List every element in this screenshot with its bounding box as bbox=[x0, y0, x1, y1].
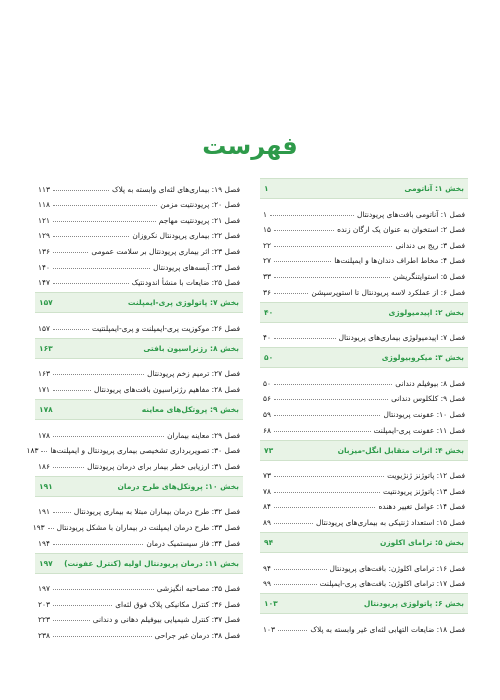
section-heading bbox=[260, 347, 468, 368]
chapter-page-number: ۹۴ bbox=[263, 563, 271, 573]
chapter-title: فصل ۲۰: پریودنتیت مزمن bbox=[160, 200, 240, 210]
chapter-page-number: ۴۰ bbox=[263, 333, 271, 343]
chapter-title: فصل ۱۵: استعداد ژنتیکی به بیماری‌های پریودنتال bbox=[315, 517, 465, 527]
chapter-page-number: ۷۳ bbox=[263, 471, 271, 481]
dot-leader bbox=[274, 399, 388, 400]
dot-leader bbox=[41, 451, 47, 452]
chapter-page-number: ۲۲ bbox=[263, 240, 271, 250]
chapter-title: فصل ۳۷: کنترل شیمیایی بیوفیلم دهانی و دندانی bbox=[92, 615, 240, 625]
chapter-title: فصل ۲۳: اثر بیماری پریودنتال بر سلامت عمومی bbox=[91, 246, 240, 256]
toc-entry[interactable] bbox=[35, 209, 243, 225]
chapter-title: فصل ۳: ریج بی دندانی bbox=[395, 240, 465, 250]
toc-entry[interactable] bbox=[260, 496, 468, 512]
section-heading bbox=[35, 399, 243, 420]
chapter-title: فصل ۳۳: طرح درمان ایمپلنت در بیماران با مشکل پریودنتال bbox=[56, 522, 240, 532]
section-heading bbox=[35, 476, 243, 497]
toc-entry[interactable] bbox=[260, 234, 468, 250]
chapter-title: فصل ۲۸: مفاهیم رژنراسیون بافت‌های پریودنتال bbox=[94, 384, 240, 394]
toc-column-right bbox=[260, 178, 468, 634]
toc-entry[interactable] bbox=[260, 281, 468, 297]
toc-entry[interactable] bbox=[35, 455, 243, 471]
section-page-number: ۱۶۳ bbox=[39, 343, 53, 353]
dot-leader bbox=[270, 215, 354, 216]
dot-leader bbox=[274, 569, 327, 570]
toc-entry[interactable] bbox=[35, 624, 243, 640]
toc-entry[interactable] bbox=[260, 219, 468, 235]
dot-leader bbox=[53, 283, 129, 284]
toc-entry[interactable] bbox=[35, 593, 243, 609]
section-page-number: ۱۵۷ bbox=[39, 298, 53, 308]
toc-entry[interactable] bbox=[260, 573, 468, 589]
toc-entry[interactable] bbox=[35, 609, 243, 625]
chapter-title: فصل ۲۷: ترمیم زخم پریودنتال bbox=[147, 369, 240, 379]
chapter-title: فصل ۷: اپیدمیولوژی بیماری‌های پریودنتال bbox=[338, 333, 465, 343]
chapter-page-number: ۱۵ bbox=[263, 225, 271, 235]
toc-entry[interactable] bbox=[260, 511, 468, 527]
dot-leader bbox=[53, 620, 90, 621]
dot-leader bbox=[53, 329, 89, 330]
page-title: فهرست bbox=[202, 132, 298, 160]
chapter-page-number: ۲۲۳ bbox=[38, 615, 50, 625]
chapter-page-number: ۱۹۳ bbox=[32, 522, 45, 532]
toc-entry[interactable] bbox=[260, 388, 468, 404]
section-title: بخش ۱: آناتومی bbox=[404, 184, 464, 193]
section-page-number: ۷۳ bbox=[264, 445, 274, 455]
dot-leader bbox=[274, 415, 381, 416]
chapter-page-number: ۸۹ bbox=[263, 517, 271, 527]
toc-entry[interactable] bbox=[260, 618, 468, 634]
chapter-page-number: ۸۴ bbox=[263, 502, 271, 512]
dot-leader bbox=[274, 384, 392, 385]
dot-leader bbox=[274, 584, 317, 585]
section-page-number: ۱ bbox=[264, 184, 269, 193]
chapter-title: فصل ۲۵: ضایعات با منشأ اندودنتیک bbox=[131, 278, 240, 288]
chapter-title: فصل ۱۴: عوامل تغییر دهنده bbox=[378, 502, 465, 512]
section-page-number: ۹۴ bbox=[264, 537, 274, 547]
chapter-title: فصل ۳۴: فاز سیستمیک درمان bbox=[146, 538, 240, 548]
toc-entry[interactable] bbox=[35, 256, 243, 272]
section-title: بخش ۴: اثرات متقابل انگل-میزبان bbox=[337, 445, 464, 455]
toc-entry[interactable] bbox=[35, 178, 243, 194]
chapter-title: فصل ۲۶: موکوزیت پری-ایمپلنت و پری-ایمپلنتیت bbox=[91, 323, 240, 333]
chapter-title: فصل ۶: از عملکرد لاسه پریودنتال تا استوپرسپشن bbox=[311, 287, 465, 297]
dot-leader bbox=[53, 544, 143, 545]
section-title: بخش ۷: پاتولوژی پری-ایمپلنت bbox=[127, 298, 239, 308]
chapter-title: فصل ۳۸: درمان غیر جراحی bbox=[154, 630, 240, 640]
chapter-page-number: ۱۱۳ bbox=[38, 184, 50, 194]
chapter-title: فصل ۲۹: معاینه بیماران bbox=[167, 430, 240, 440]
toc-entry[interactable] bbox=[35, 578, 243, 594]
chapter-title: فصل ۱۰: عفونت پریودنتال bbox=[383, 409, 465, 419]
dot-leader bbox=[53, 252, 89, 253]
chapter-page-number: ۷۸ bbox=[263, 486, 271, 496]
chapter-page-number: ۱۹۱ bbox=[38, 507, 50, 517]
chapter-page-number: ۲۳۸ bbox=[38, 630, 50, 640]
dot-leader bbox=[274, 246, 393, 247]
chapter-page-number: ۱۶۳ bbox=[38, 369, 50, 379]
toc-entry[interactable] bbox=[260, 480, 468, 496]
chapter-page-number: ۲۰۳ bbox=[38, 599, 50, 609]
chapter-title: فصل ۱۷: ترامای اکلوژن: بافت‌های پری-ایمپلنت bbox=[319, 579, 465, 589]
toc-entry[interactable] bbox=[260, 465, 468, 481]
chapter-title: فصل ۱: آناتومی بافت‌های پریودنتال bbox=[356, 209, 465, 219]
chapter-page-number: ۱۲۱ bbox=[38, 215, 50, 225]
toc-entry[interactable] bbox=[35, 194, 243, 210]
dot-leader bbox=[53, 236, 129, 237]
chapter-page-number: ۳۶ bbox=[263, 287, 271, 297]
chapter-page-number: ۱۹۴ bbox=[38, 538, 50, 548]
chapter-page-number: ۵۶ bbox=[263, 394, 271, 404]
section-heading bbox=[35, 553, 243, 574]
chapter-page-number: ۱۱۸ bbox=[38, 200, 50, 210]
section-page-number: ۱۹۱ bbox=[39, 481, 53, 491]
dot-leader bbox=[53, 221, 156, 222]
section-page-number: ۱۷۸ bbox=[39, 404, 53, 414]
section-page-number: ۵۰ bbox=[264, 353, 274, 363]
dot-leader bbox=[278, 630, 308, 631]
chapter-page-number: ۳۳ bbox=[263, 271, 271, 281]
chapter-page-number: ۵۹ bbox=[263, 409, 271, 419]
toc-column-left bbox=[26, 178, 243, 640]
toc-entry[interactable] bbox=[35, 317, 243, 333]
chapter-title: فصل ۹: کلکلوس دندانی bbox=[391, 394, 465, 404]
toc-entry[interactable] bbox=[35, 424, 243, 440]
section-title: بخش ۲: اپیدمیولوژی bbox=[388, 307, 464, 317]
chapter-title: فصل ۲۴: آبسه‌های پریودنتال bbox=[153, 262, 240, 272]
chapter-page-number: ۱۴۷ bbox=[38, 278, 50, 288]
section-title: بخش ۶: پاتولوژی پریودنتال bbox=[363, 599, 464, 609]
dot-leader bbox=[53, 636, 152, 637]
section-page-number: ۱۰۳ bbox=[264, 599, 278, 609]
section-title: بخش ۹: پروتکل‌های معاینه bbox=[141, 404, 239, 414]
toc-entry[interactable] bbox=[260, 250, 468, 266]
toc-entry[interactable] bbox=[260, 372, 468, 388]
chapter-title: فصل ۳۶: کنترل مکانیکی پلاک فوق لثه‌ای bbox=[115, 599, 240, 609]
dot-leader bbox=[53, 589, 154, 590]
section-title: بخش ۳: میکروبیولوژی bbox=[381, 353, 464, 363]
chapter-title: فصل ۴: مخاط اطراف دندان‌ها و ایمپلنت‌ها bbox=[334, 256, 465, 266]
dot-leader bbox=[274, 431, 371, 432]
chapter-title: فصل ۲۲: بیماری پریودنتال نکروزان bbox=[132, 231, 240, 241]
section-heading bbox=[260, 440, 468, 461]
dot-leader bbox=[274, 476, 384, 477]
chapter-page-number: ۱۸۶ bbox=[38, 461, 50, 471]
chapter-page-number: ۱۷۸ bbox=[38, 430, 50, 440]
chapter-page-number: ۱۴۰ bbox=[38, 262, 50, 272]
chapter-title: فصل ۲۱: پریودنتیت مهاجم bbox=[158, 215, 240, 225]
dot-leader bbox=[53, 467, 84, 468]
section-page-number: ۴۰ bbox=[264, 307, 274, 317]
toc-entry[interactable] bbox=[260, 419, 468, 435]
section-heading bbox=[260, 302, 468, 323]
dot-leader bbox=[274, 492, 380, 493]
chapter-page-number: ۱۲۹ bbox=[38, 231, 50, 241]
toc-entry[interactable] bbox=[260, 327, 468, 343]
chapter-page-number: ۱۵۷ bbox=[38, 323, 50, 333]
chapter-title: فصل ۳۵: مصاحبه انگیزشی bbox=[156, 584, 240, 594]
section-page-number: ۱۹۷ bbox=[39, 558, 53, 568]
toc-entry[interactable] bbox=[260, 557, 468, 573]
section-heading bbox=[35, 292, 243, 313]
toc-entry[interactable] bbox=[260, 203, 468, 219]
section-title: بخش ۸: رژنراسیون بافتی bbox=[143, 343, 239, 353]
section-heading bbox=[260, 178, 468, 199]
chapter-title: فصل ۱۸: ضایعات التهابی لثه‌ای غیر وابسته به پلاک bbox=[310, 624, 465, 634]
toc-entry[interactable] bbox=[35, 240, 243, 256]
chapter-title: فصل ۱۲: پاتوژنز ژنژیویت bbox=[387, 471, 465, 481]
section-heading bbox=[260, 593, 468, 614]
chapter-page-number: ۲۷ bbox=[263, 256, 271, 266]
toc-entry[interactable] bbox=[35, 225, 243, 241]
chapter-page-number: ۵۰ bbox=[263, 378, 271, 388]
dot-leader bbox=[48, 528, 54, 529]
dot-leader bbox=[53, 512, 71, 513]
chapter-page-number: ۱ bbox=[263, 209, 267, 219]
toc-entry[interactable] bbox=[35, 272, 243, 288]
toc-entry[interactable] bbox=[35, 501, 243, 517]
chapter-page-number: ۱۷۱ bbox=[38, 384, 50, 394]
dot-leader bbox=[53, 605, 112, 606]
chapter-page-number: ۱۰۳ bbox=[263, 624, 275, 634]
dot-leader bbox=[274, 293, 308, 294]
chapter-title: فصل ۲: استخوان به عنوان یک ارگان زنده bbox=[337, 225, 465, 235]
dot-leader bbox=[274, 261, 331, 262]
chapter-title: فصل ۱۱: عفونت پری-ایمپلنت bbox=[373, 425, 465, 435]
dot-leader bbox=[274, 507, 375, 508]
toc-entry[interactable] bbox=[260, 265, 468, 281]
section-heading bbox=[260, 532, 468, 553]
toc-entry[interactable] bbox=[32, 516, 243, 532]
dot-leader bbox=[53, 436, 164, 437]
toc-entry[interactable] bbox=[35, 532, 243, 548]
toc-entry[interactable] bbox=[35, 363, 243, 379]
dot-leader bbox=[53, 190, 109, 191]
toc-entry[interactable] bbox=[260, 403, 468, 419]
chapter-title: فصل ۱۳: پاتوژنز پریودنتیت bbox=[383, 486, 465, 496]
toc-entry[interactable] bbox=[26, 440, 243, 456]
dot-leader bbox=[53, 268, 150, 269]
dot-leader bbox=[274, 277, 390, 278]
dot-leader bbox=[274, 338, 336, 339]
chapter-page-number: ۱۸۳ bbox=[26, 446, 39, 456]
section-title: بخش ۱۱: درمان پریودنتال اولیه (کنترل عفونت) bbox=[64, 558, 239, 568]
dot-leader bbox=[53, 390, 91, 391]
chapter-title: فصل ۸: بیوفیلم دندانی bbox=[395, 378, 465, 388]
chapter-title: فصل ۳۲: طرح درمان بیماران مبتلا به بیماری پریودنتال bbox=[73, 507, 240, 517]
chapter-title: فصل ۳۱: ارزیابی خطر بیمار برای درمان پریودنتال bbox=[87, 461, 240, 471]
chapter-title: فصل ۵: استوایتنگریشن bbox=[392, 271, 465, 281]
dot-leader bbox=[53, 374, 144, 375]
dot-leader bbox=[274, 230, 334, 231]
section-heading bbox=[35, 338, 243, 359]
toc-entry[interactable] bbox=[35, 378, 243, 394]
chapter-page-number: ۱۹۷ bbox=[38, 584, 50, 594]
chapter-title: فصل ۳۰: تصویربرداری تشخیصی بیماری پریودنتال و ایمپلنت‌ها bbox=[50, 446, 240, 456]
chapter-title: فصل ۱۹: بیماری‌های لثه‌ای وابسته به پلاک bbox=[111, 184, 240, 194]
chapter-page-number: ۹۹ bbox=[263, 579, 271, 589]
dot-leader bbox=[53, 205, 157, 206]
section-title: بخش ۱۰: پروتکل‌های طرح درمان bbox=[117, 481, 239, 491]
chapter-title: فصل ۱۶: ترامای اکلوژن: بافت‌های پریودنتال bbox=[329, 563, 465, 573]
section-title: بخش ۵: ترامای اکلوزن bbox=[379, 537, 464, 547]
chapter-page-number: ۱۳۶ bbox=[38, 246, 50, 256]
chapter-page-number: ۶۸ bbox=[263, 425, 271, 435]
dot-leader bbox=[274, 523, 313, 524]
